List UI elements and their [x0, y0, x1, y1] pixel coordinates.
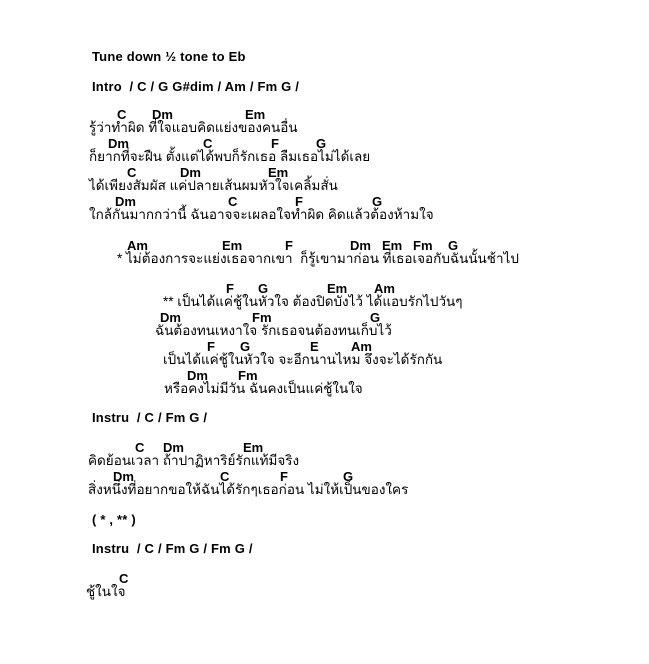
- lyric-line: ** เป็นได้แค่ชู้ในหัวใจ ต้องปิดบังไว้ ได้แอบรักไปวันๆ: [163, 294, 463, 309]
- chord: Dm: [113, 469, 134, 484]
- chord: Dm: [115, 194, 136, 209]
- chord: Fm: [238, 368, 258, 383]
- chord: Em: [245, 107, 266, 122]
- lyric-line: ใกล้กันมากกว่านี้ ฉันอาจจะเผลอใจทำผิด คิดแล้วต้องห้ามใจ: [89, 207, 434, 222]
- chord: G: [240, 339, 251, 354]
- chord: Em: [268, 165, 289, 180]
- chord: G: [370, 310, 381, 325]
- lyric-line: สิ่งหนึ่งที่อยากขอให้ฉันได้รักๆเธอก่อน ไม่ให้เป็นของใคร: [88, 482, 409, 497]
- chord: C: [135, 440, 145, 455]
- chord: F: [280, 469, 288, 484]
- chord: Dm: [108, 136, 129, 151]
- chord: Dm: [160, 310, 181, 325]
- chord: F: [295, 194, 303, 209]
- chord: Fm: [252, 310, 272, 325]
- chord: F: [285, 238, 293, 253]
- chord: C: [220, 469, 230, 484]
- lyric-line: ได้เพียงสัมผัส แค่ปลายเส้นผมหัวใจเคลิ้มสั่น: [89, 178, 338, 193]
- section-label: Instru / C / Fm G /: [92, 410, 208, 425]
- chord: Dm: [187, 368, 208, 383]
- chord: C: [117, 107, 127, 122]
- chord: Em: [243, 440, 264, 455]
- chord: G: [448, 238, 459, 253]
- chord: Dm: [152, 107, 173, 122]
- chord: C: [127, 165, 137, 180]
- chord: Am: [127, 238, 148, 253]
- chord: Em: [222, 238, 243, 253]
- chord: Am: [351, 339, 372, 354]
- chord: G: [343, 469, 354, 484]
- chord: C: [119, 571, 129, 586]
- chord: Fm: [413, 238, 433, 253]
- chord: Em: [382, 238, 403, 253]
- section-label: Tune down ½ tone to Eb: [92, 49, 246, 64]
- lyric-line: ฉันต้องทนเหงาใจ รักเธอจนต้องทนเก็บไว้: [155, 323, 392, 338]
- chord: F: [226, 281, 234, 296]
- chord: C: [228, 194, 238, 209]
- chord: G: [316, 136, 327, 151]
- chord: F: [207, 339, 215, 354]
- section-label: Intro / C / G G#dim / Am / Fm G /: [92, 79, 300, 94]
- lyric-line: หรือคงไม่มีวัน ฉันคงเป็นแค่ชู้ในใจ: [164, 381, 363, 396]
- lyric-line: ชู้ในใจ: [86, 584, 126, 599]
- chord: Em: [327, 281, 348, 296]
- lyric-line: เป็นได้แค่ชู้ในหัวใจ จะอีกนานไหม จึงจะได้รักกัน: [163, 352, 443, 367]
- chord: Dm: [180, 165, 201, 180]
- chord: Dm: [350, 238, 371, 253]
- lyric-line: * ไม่ต้องการจะแย่งเธอจากเขา ก็รู้เขามาก่อน ที่เธอเจอกับฉันนั้นช้าไป: [117, 251, 519, 266]
- lyric-line: คิดย้อนเวลา ถ้าปาฏิหาริย์รักแท้มีจริง: [88, 453, 300, 468]
- chord: Am: [374, 281, 395, 296]
- chord: Dm: [163, 440, 184, 455]
- chord: C: [203, 136, 213, 151]
- section-label: ( * , ** ): [92, 512, 136, 527]
- chord: F: [271, 136, 279, 151]
- chord: G: [258, 281, 269, 296]
- chord: E: [310, 339, 319, 354]
- lyric-line: รู้ว่าทำผิด ที่ใจแอบคิดแย่งของคนอื่น: [89, 120, 298, 135]
- chord: G: [372, 194, 383, 209]
- section-label: Instru / C / Fm G / Fm G /: [92, 541, 253, 556]
- lyric-line: ก็ยากที่จะฝืน ตั้งแต่ได้พบก็รักเธอ ลืมเธอไม่ได้เลย: [89, 149, 371, 164]
